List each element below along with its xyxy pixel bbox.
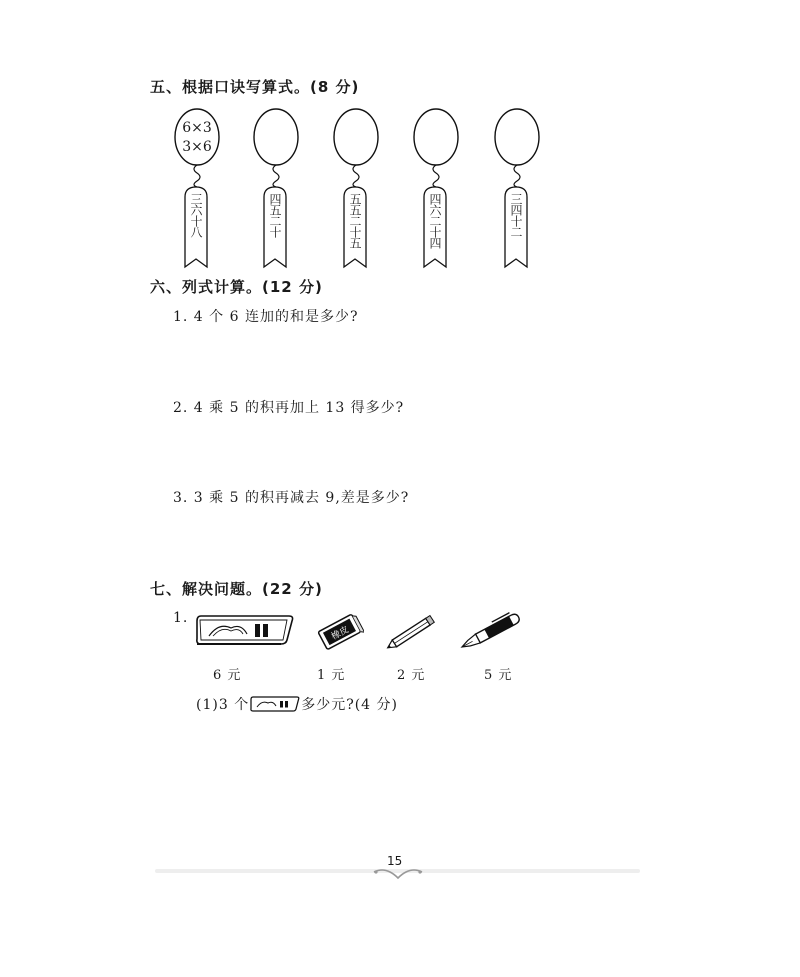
section-7-heading: 七、解决问题。(22 分) bbox=[150, 580, 323, 598]
question-6-2: 2. 4 乘 5 的积再加上 13 得多少? bbox=[173, 400, 405, 416]
rhyme-tag-3: 五五二十五 bbox=[348, 193, 362, 248]
rhyme-tag-5: 三四十二 bbox=[509, 193, 523, 237]
eraser-label: 橡皮 bbox=[330, 625, 351, 643]
problem-7-1-number: 1. bbox=[173, 610, 189, 626]
balloon-3 bbox=[332, 107, 394, 273]
sub-question-prefix: (1)3 个 bbox=[196, 697, 250, 713]
price-fountain-pen: 5 元 bbox=[484, 668, 513, 683]
section-6-heading: 六、列式计算。(12 分) bbox=[150, 278, 323, 296]
balloon-outline bbox=[252, 107, 314, 273]
fountain-pen-icon bbox=[456, 608, 528, 654]
example-formulas bbox=[173, 119, 221, 157]
balloon-5 bbox=[493, 107, 555, 273]
question-6-1: 1. 4 个 6 连加的和是多少? bbox=[173, 309, 359, 325]
pencil-case-icon-small bbox=[250, 694, 300, 714]
balloon-outline bbox=[412, 107, 474, 273]
example-formula-2: 3×6 bbox=[182, 139, 212, 155]
sub-question-suffix: 多少元?(4 分) bbox=[301, 697, 398, 713]
price-pencil: 2 元 bbox=[397, 668, 426, 683]
rhyme-tag-2: 四五二十 bbox=[268, 193, 282, 237]
section-5-heading: 五、根据口诀写算式。(8 分) bbox=[150, 78, 360, 96]
rhyme-tag-4: 四六二十四 bbox=[428, 193, 442, 248]
balloon-outline bbox=[493, 107, 555, 273]
balloon-2 bbox=[252, 107, 314, 273]
pencil-case-icon bbox=[195, 612, 295, 648]
pencil-icon bbox=[385, 612, 440, 652]
price-eraser: 1 元 bbox=[317, 668, 346, 683]
example-formula-1: 6×3 bbox=[182, 120, 212, 136]
sub-question-7-1-1 bbox=[196, 694, 398, 714]
footer-ornament-icon bbox=[372, 866, 424, 880]
price-pencil-case: 6 元 bbox=[213, 668, 242, 683]
rhyme-tag-1: 三六十八 bbox=[189, 193, 203, 237]
question-6-3: 3. 3 乘 5 的积再减去 9,差是多少? bbox=[173, 490, 410, 506]
eraser-icon bbox=[314, 612, 364, 650]
page-number: 15 bbox=[387, 854, 403, 868]
balloon-outline bbox=[332, 107, 394, 273]
balloon-4 bbox=[412, 107, 474, 273]
balloon-1 bbox=[173, 107, 235, 273]
